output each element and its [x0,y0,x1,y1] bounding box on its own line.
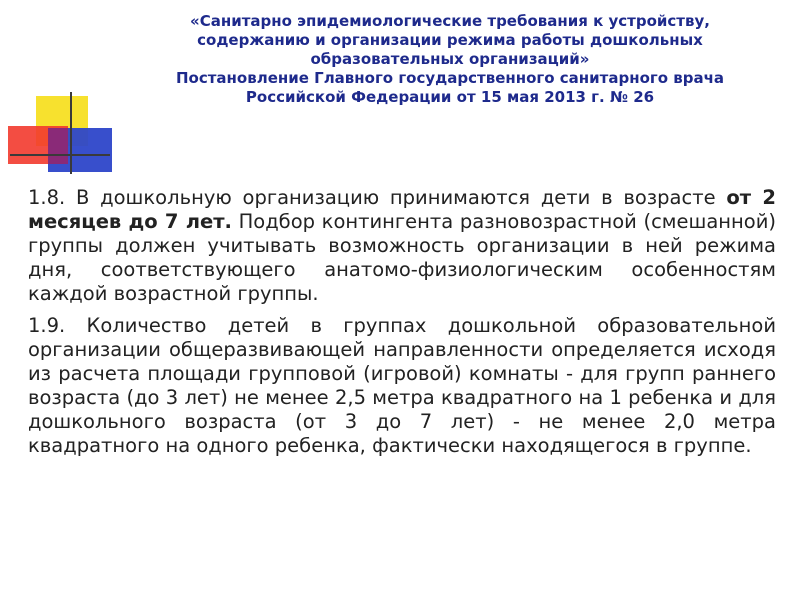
title-line: образовательных организаций» [310,50,590,68]
paragraph-1-8 [28,186,776,306]
slide-title [130,12,770,107]
paragraph-text: Подбор контингента разновозрастной (смешанной) группы должен учитывать возможность организации в ней режима дня, соответствующего анатомо-физиологическим особенностям каждой возрастной группы. [28,210,777,305]
slide-body [28,186,776,466]
horizontal-line [10,154,110,156]
title-line: содержанию и организации режима работы дошкольных [197,31,703,49]
decorative-squares-graphic [0,0,140,180]
paragraph-1-9 [28,314,776,458]
title-line: Постановление Главного государственного санитарного врача [175,69,725,87]
overlap-square-shape [48,128,68,164]
vertical-line [70,92,72,174]
age-range-emphasis: от 2 месяцев до 7 лет. [28,186,776,233]
title-line: Российской Федерации от 15 мая 2013 г. № 26 [245,88,655,106]
title-line: «Санитарно эпидемиологические требования к устройству, [190,12,710,30]
paragraph-text: 1.8. В дошкольную организацию принимаются дети в возрасте [28,186,727,209]
paragraph-text: 1.9. Количество детей в группах дошкольной образовательной организации общеразвивающей направленности определяется исходя из расчета площади групповой (игровой) комнаты - для групп раннего возраста (до 3 лет) не менее 2,5 метра квадратного на 1 ребенка и для дошкольного возраста (от 3 до 7 лет) - не менее 2,0 метра квадратного на одного ребенка, фактически находящегося в группе. [28,314,776,457]
